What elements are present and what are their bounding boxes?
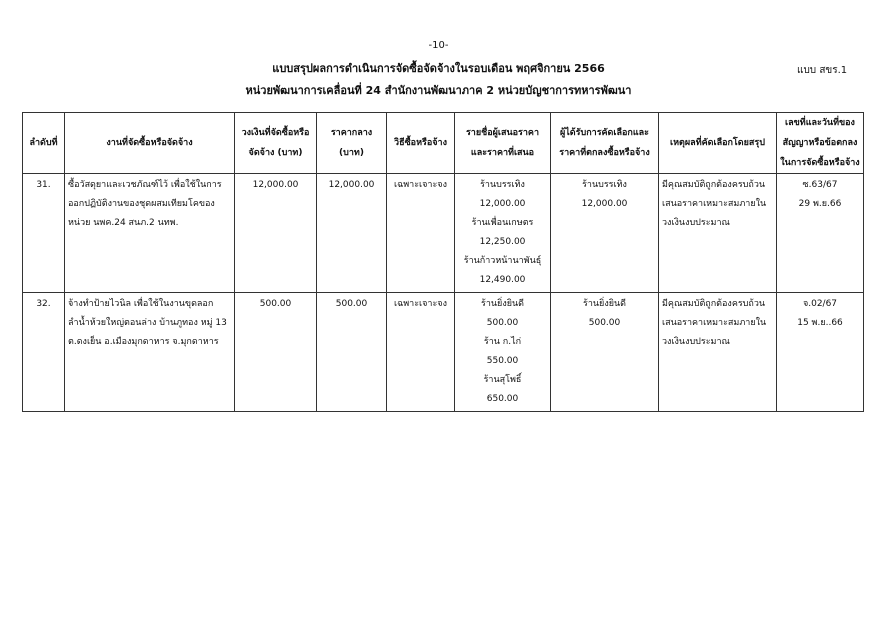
row-no: 31. [23, 174, 65, 293]
row-median-price: 12,000.00 [317, 174, 387, 293]
col-header-no: ลำดับที่ [23, 113, 65, 174]
bidder-name: ร้าน ก.ไก่ [483, 337, 522, 347]
row-bidders [455, 174, 551, 293]
row-winner [551, 174, 659, 293]
bidder-name: ร้านสุโพธิ์ [483, 375, 522, 385]
winner-price: 12,000.00 [581, 199, 628, 209]
col-header-item: งานที่จัดซื้อหรือจัดจ้าง [65, 113, 235, 174]
bidder-price: 12,490.00 [479, 275, 526, 285]
row-winner [551, 293, 659, 412]
col-header-contract: เลขที่และวันที่ของสัญญาหรือข้อตกลงในการจัดซื้อหรือจ้าง [777, 113, 864, 174]
row-budget: 12,000.00 [235, 174, 317, 293]
row-no: 32. [23, 293, 65, 412]
bidder-name: ร้านยิ่งยินดี [481, 299, 524, 309]
bidder-name: ร้านบรรเทิง [480, 180, 525, 190]
col-header-median-price: ราคากลาง (บาท) [317, 113, 387, 174]
col-header-bidders: รายชื่อผู้เสนอราคาและราคาที่เสนอ [455, 113, 551, 174]
row-median-price: 500.00 [317, 293, 387, 412]
col-header-method: วิธีซื้อหรือจ้าง [387, 113, 455, 174]
col-header-winner: ผู้ได้รับการคัดเลือกและราคาที่ตกลงซื้อหรือจ้าง [551, 113, 659, 174]
report-subtitle: หน่วยพัฒนาการเคลื่อนที่ 24 สำนักงานพัฒนาภาค 2 หน่วยบัญชาการทหารพัฒนา [245, 84, 632, 97]
bidder-price: 500.00 [486, 318, 519, 328]
bidder-name: ร้านก้าวหน้านาพันธุ์ [463, 256, 542, 266]
contract-date: 29 พ.ย.66 [798, 199, 842, 209]
winner-name: ร้านยิ่งยินดี [583, 299, 626, 309]
row-contract [777, 174, 864, 293]
contract-date: 15 พ.ย..66 [797, 318, 843, 328]
winner-price: 500.00 [588, 318, 621, 328]
row-contract [777, 293, 864, 412]
page-number: -10- [428, 40, 449, 51]
bidder-price: 650.00 [486, 394, 519, 404]
row-item: จ้างทำป้ายไวนิล เพื่อใช้ในงานขุดลอกลำน้ำห้วยใหญ่ตอนล่าง บ้านภูทอง หมู่ 13 ต.ดงเย็น อ.เมืองมุกดาหาร จ.มุกดาหาร [65, 293, 235, 412]
report-title: แบบสรุปผลการดำเนินการจัดซื้อจัดจ้างในรอบเดือน พฤศจิกายน 2566 [272, 62, 605, 75]
row-item: ซื้อวัสดุยาและเวชภัณฑ์ไว้ เพื่อใช้ในการออกปฏิบัติงานของชุดผสมเทียมโคของหน่วย นพค.24 สนภ.2 นทพ. [65, 174, 235, 293]
row-method: เฉพาะเจาะจง [387, 174, 455, 293]
row-reason: มีคุณสมบัติถูกต้องครบถ้วน เสนอราคาเหมาะสมภายในวงเงินงบประมาณ [659, 174, 777, 293]
form-code: แบบ สขร.1 [797, 65, 848, 76]
table-row [23, 174, 864, 293]
bidder-name: ร้านเพื่อนเกษตร [471, 218, 534, 228]
table-row [23, 293, 864, 412]
col-header-reason: เหตุผลที่คัดเลือกโดยสรุป [659, 113, 777, 174]
winner-name: ร้านบรรเทิง [582, 180, 627, 190]
bidder-price: 12,000.00 [479, 199, 526, 209]
row-bidders [455, 293, 551, 412]
row-method: เฉพาะเจาะจง [387, 293, 455, 412]
bidder-price: 550.00 [486, 356, 519, 366]
col-header-budget: วงเงินที่จัดซื้อหรือจัดจ้าง (บาท) [235, 113, 317, 174]
contract-number: จ.02/67 [802, 299, 838, 309]
row-budget: 500.00 [235, 293, 317, 412]
row-reason: มีคุณสมบัติถูกต้องครบถ้วน เสนอราคาเหมาะสมภายในวงเงินงบประมาณ [659, 293, 777, 412]
procurement-table [22, 112, 864, 412]
bidder-price: 12,250.00 [479, 237, 526, 247]
contract-number: ซ.63/67 [802, 180, 838, 190]
table-header-row [23, 113, 864, 174]
